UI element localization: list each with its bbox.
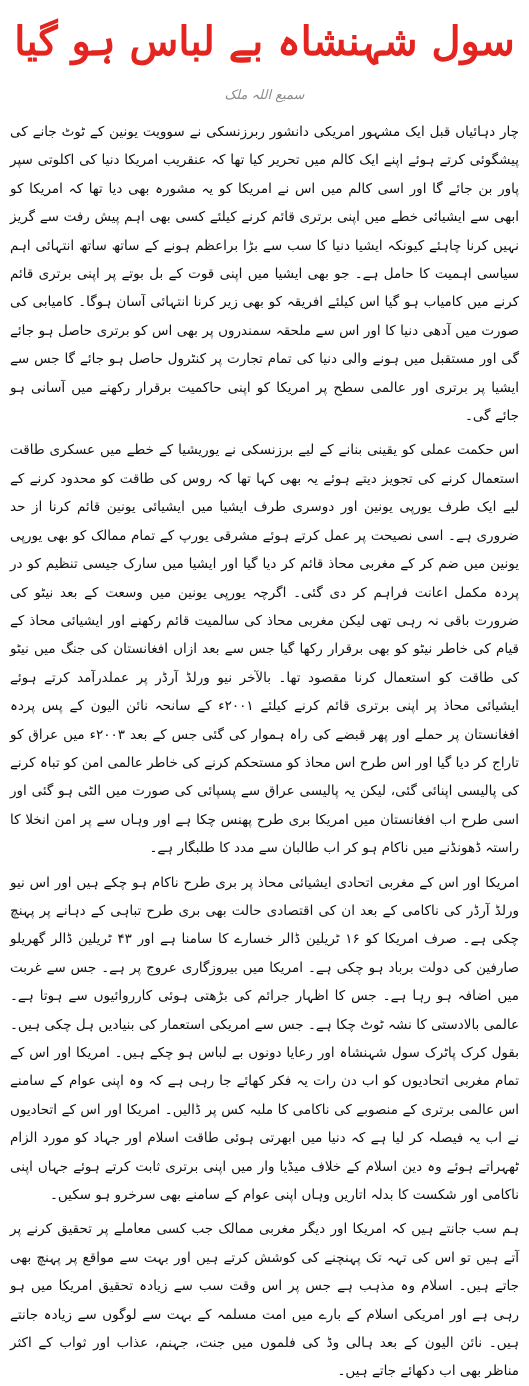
author-byline: سمیع اللہ ملک xyxy=(224,88,305,103)
article-paragraph: ہم سب جانتے ہیں کہ امریکا اور دیگر مغربی ممالک جب کسی معاملے پر تحقیق کرنے پر آتے ہیں تو اس کی تہہ تک پہنچنے کی کوشش کرتے ہیں اور بہت سے مواقع پر پہنچ بھی جاتے ہیں۔ اسلام وہ مذہب ہے جس پر اس وقت سب سے زیادہ تحقیق امریکا میں ہو رہی ہے اور امریکی اسلام کے بارے میں امت مسلمہ کے بہت سے لوگوں سے زیادہ جانتے ہیں۔ نائن الیون کے بعد ہالی وڈ کی فلموں میں جنت، جہنم، عذاب اور ثواب کے اکثر مناظر بھی اب دکھائے جاتے ہیں۔ xyxy=(10,1221,519,1380)
article-paragraph: اس حکمت عملی کو یقینی بنانے کے لیے برزنسکی نے یوریشیا کے خطے میں عسکری طاقت استعمال کرنے کی تجویز دیتے ہوئے یہ بھی کہا تھا کہ روس کی طاقت کو محدود کرنے کے لیے ایک طرف یورپی یونین اور دوسری طرف ایشیا میں ایشیائی یونین قائم کرنا از حد ضروری ہے۔ اسی نصیحت پر عمل کرتے ہوئے مشرقی یورپ کے تمام ممالک کو بھی یورپی یونین میں ضم کر کے مغربی محاذ قائم کر دیا گیا اور ایشیا میں سارک جیسی تنظیم کو در پردہ مکمل اعانت فراہم کر دی گئی۔ اگرچہ یورپی یونین میں وسعت کے بعد نیٹو کی ضرورت باقی نہ رہی تھی لیکن مغربی محاذ کی سالمیت قائم رکھنے اور ایشیائی محاذ کے قیام کی خاطر نیٹو کو بھی برقرار رکھا گیا جس سے بعد ازاں افغانستان کی جنگ میں نیٹو کی طاقت کو استعمال کرنا مقصود تھا۔ بالآخر نیو ورلڈ آرڈر پر عملدرآمد کرتے ہوئے ایشیائی محاذ پر اپنی برتری قائم کرنے کیلئے ۲۰۰۱ء کے سانحہ نائن الیون کے پس پردہ افغانستان پر حملے اور پھر قبضے کی راہ ہموار کی گئی جس کے بعد ۲۰۰۳ء میں عراق کو تاراج کر دیا گیا اور اس طرح اس محاذ کو مستحکم کرنے کی خاطر عالمی امن کو تباہ کرنے کی پالیسی اپنائی گئی، لیکن یہ پالیسی عراق سے پسپائی کی صورت میں الٹی ہو گئی اور اسی طرح اب افغانستان میں امریکا بری طرح پھنس چکا ہے اور وہاں سے پر امن انخلا کا راستہ ڈھونڈنے میں ناکام ہو کر اب طالبان سے مدد کا طلبگار ہے۔ xyxy=(10,442,519,857)
article-paragraph: چار دہائیاں قبل ایک مشہور امریکی دانشور ربرزنسکی نے سوویت یونین کے ٹوٹ جانے کی پیشگوئی کرتے ہوئے اپنے ایک کالم میں تحریر کیا تھا کہ عنقریب امریکا دنیا کی اکلوتی سپر پاور بن جائے گا اور اسی کالم میں اس نے امریکا کو یہ مشورہ بھی دیا تھا کہ امریکا کو ابھی سے ایشیائی خطے میں اپنی برتری قائم کرنے کیلئے کسی بھی اہم پیش رفت سے گریز نہیں کرنا چاہئے کیونکہ ایشیا دنیا کا سب سے بڑا براعظم ہونے کے ساتھ ساتھ انتہائی اہم سیاسی اہمیت کا حامل ہے۔ جو بھی ایشیا میں اپنی قوت کے بل بوتے پر اپنی برتری قائم کرنے میں کامیاب ہو گیا اس کیلئے افریقہ کو بھی زیر کرنا انتہائی آسان ہوگا۔ کامیابی کی صورت میں آدھی دنیا کا اور اس سے ملحقہ سمندروں پر بھی اس کو برتری حاصل ہو جائے گی اور مستقبل میں ہونے والی دنیا کی تمام تجارت پر کنٹرول حاصل ہو جائے گا جس سے ایشیا پر برتری اور عالمی سطح پر امریکا کو اپنی حاکمیت برقرار رکھنے میں آسانی ہو جائے گی۔ xyxy=(10,124,519,425)
article-body xyxy=(10,118,519,1380)
article-title: سول شہنشاہ بے لباس ہو گیا xyxy=(14,18,515,65)
article-paragraph: امریکا اور اس کے مغربی اتحادی ایشیائی محاذ پر بری طرح ناکام ہو چکے ہیں اور اس نیو ورلڈ آرڈر کی ناکامی کے بعد ان کی اقتصادی حالت بھی بری طرح تباہی کے دہانے پر پہنچ چکی ہے۔ صرف امریکا کو ۱۶ ٹریلین ڈالر خسارے کا سامنا ہے اور ۴۳ ٹریلین ڈالر گھریلو صارفین کی دولت برباد ہو چکی ہے۔ امریکا میں بیروزگاری عروج پر ہے۔ جس سے غربت میں اضافہ ہو رہا ہے۔ جس کا اظہار جرائم کی بڑھتی ہوئی کارروائیوں سے ہوتا ہے۔ عالمی بالادستی کا نشہ ٹوٹ چکا ہے۔ جس سے امریکی استعمار کی بنیادیں ہل چکی ہیں۔ بقول کرک پاٹرک سول شہنشاہ اور رعایا دونوں بے لباس ہو چکے ہیں۔ امریکا اور اس کے تمام مغربی اتحادیوں کو اب دن رات یہ فکر کھائے جا رہی ہے کہ وہ اپنی عوام کے سامنے اس عالمی برتری کے منصوبے کی ناکامی کا ملبہ کس پر ڈالیں۔ امریکا اور اس کے اتحادیوں نے اب یہ فیصلہ کر لیا ہے کہ دنیا میں ابھرتی ہوئی طاقت اسلام اور جہاد کو مورد الزام ٹھہراتے ہوئے وہ دین اسلام کے خلاف میڈیا وار میں اپنی برتری ثابت کرتے ہوئے جہاں اپنی ناکامی اور شکست کا بدلہ اتاریں وہاں اپنی عوام کے سامنے بھی سرخرو ہو سکیں۔ xyxy=(10,874,519,1204)
